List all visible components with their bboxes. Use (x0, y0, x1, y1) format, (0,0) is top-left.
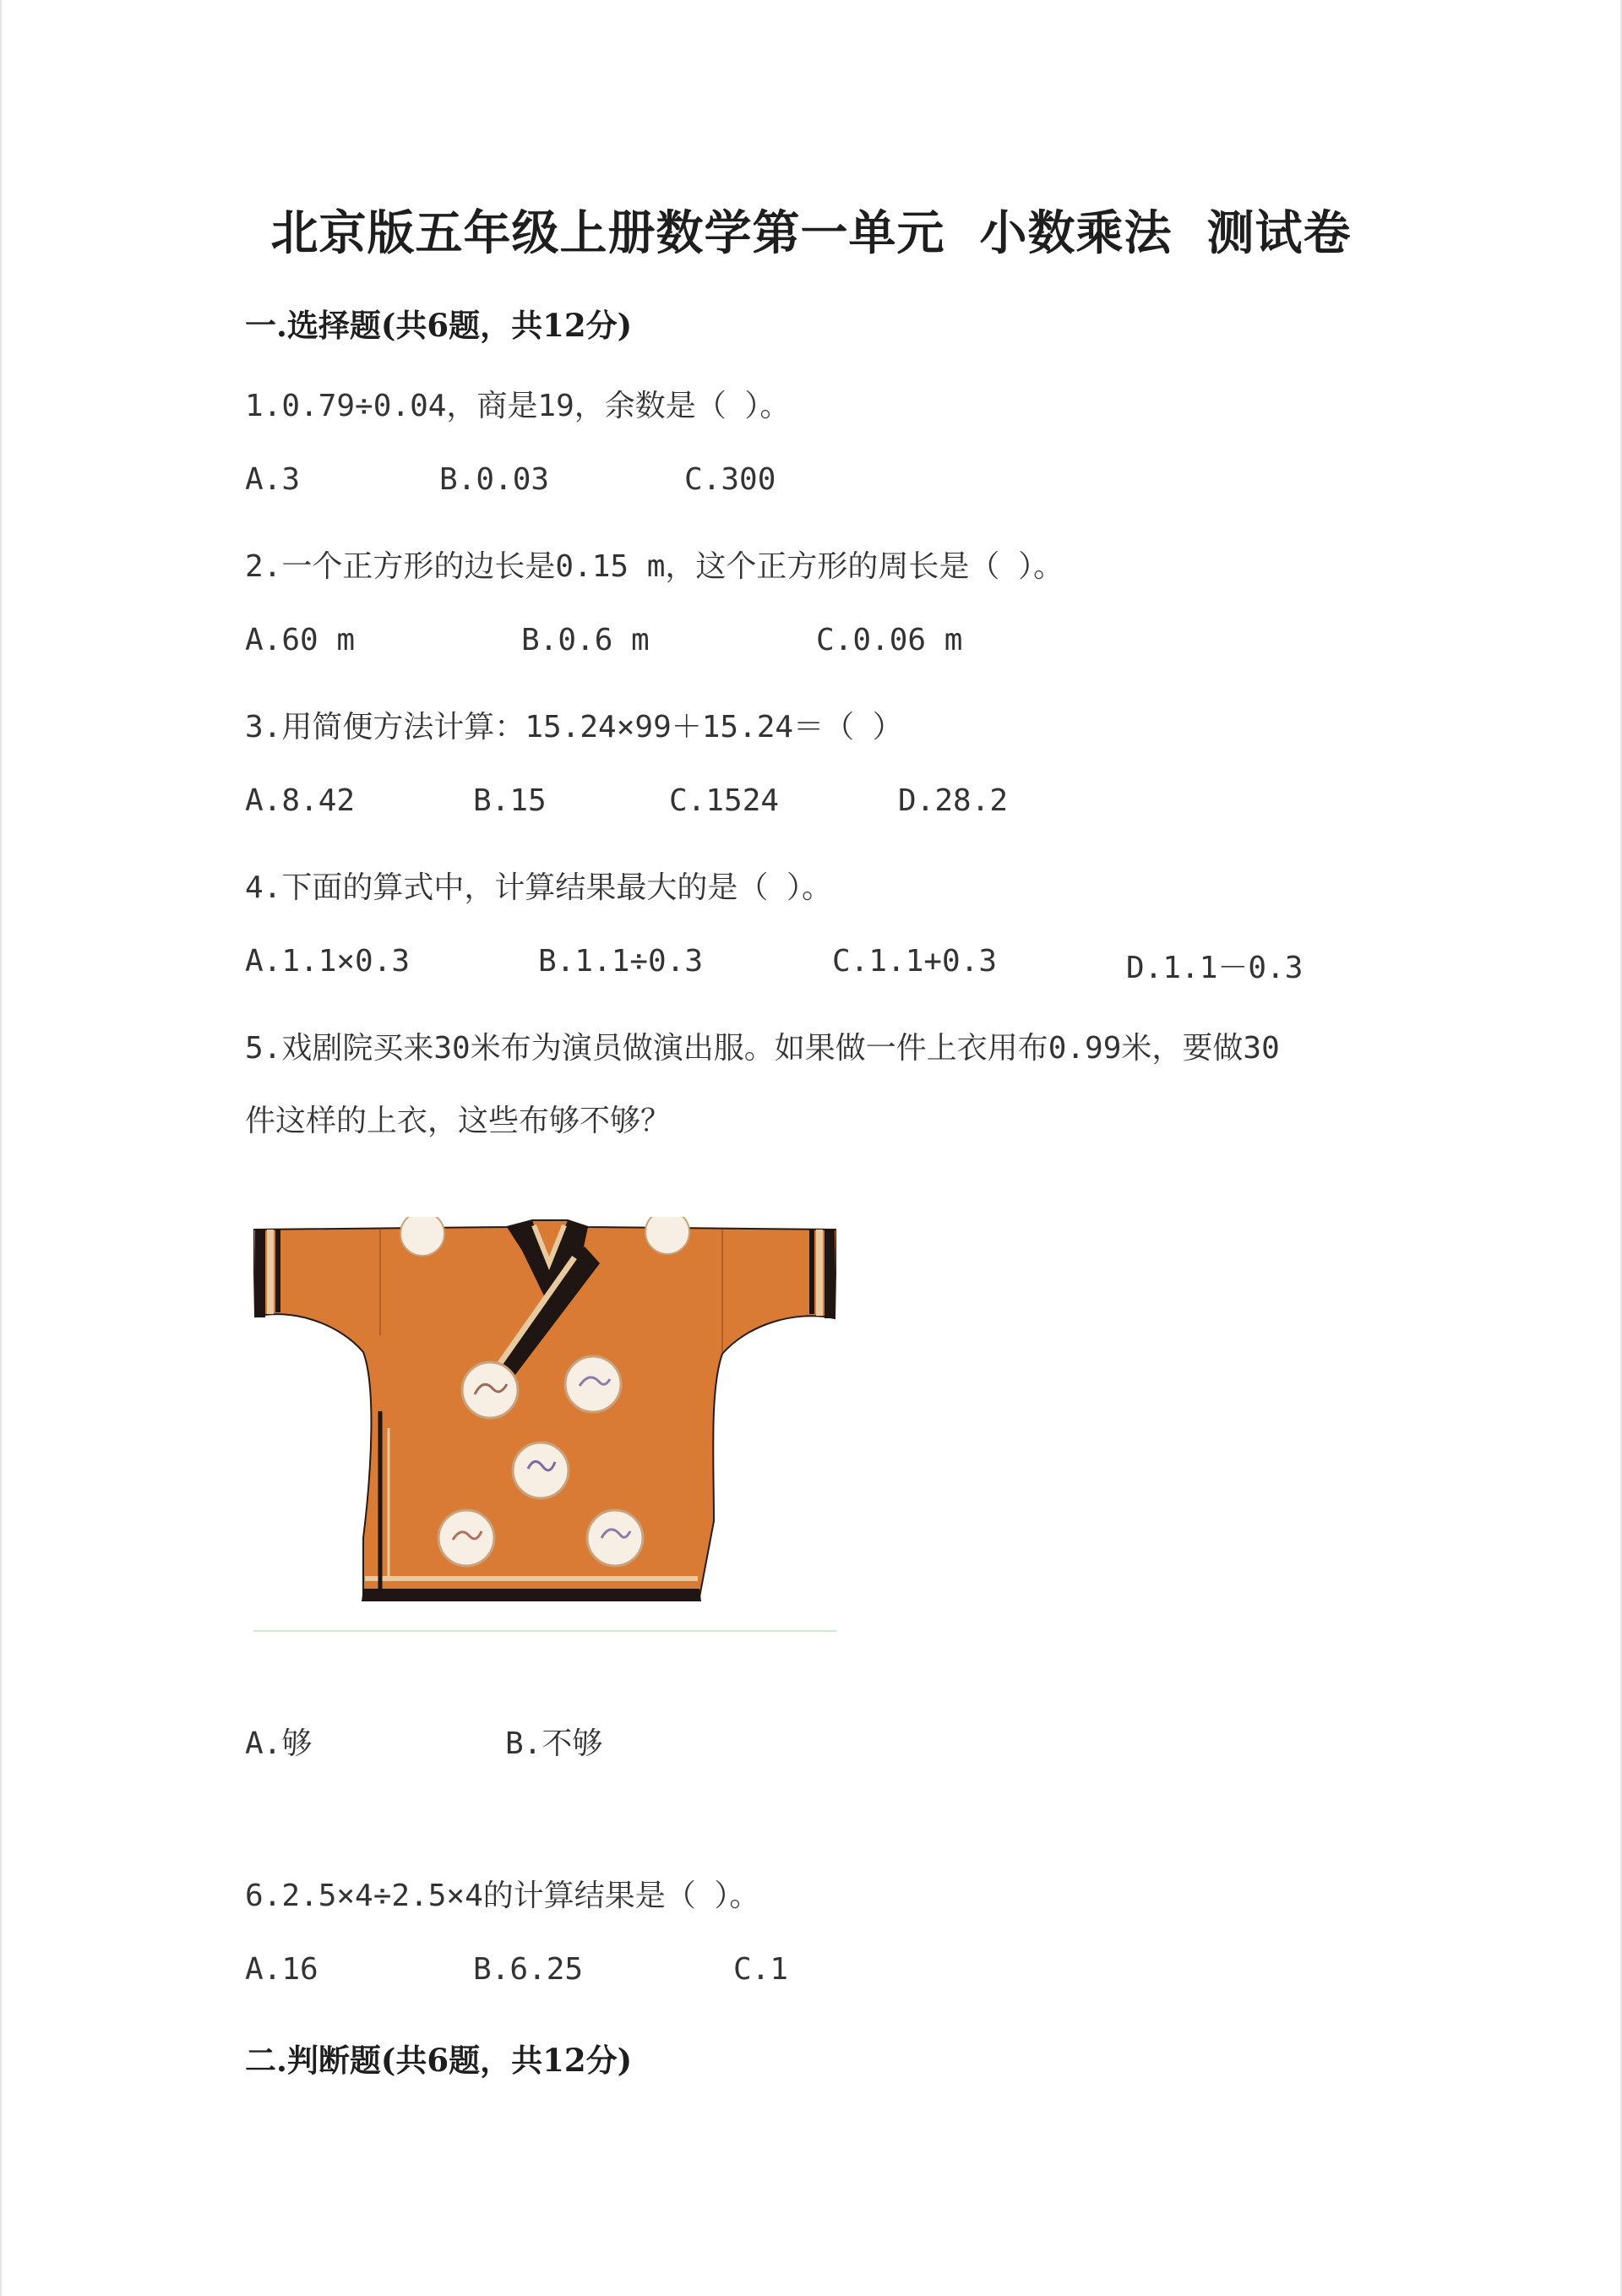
question-6: 6.2.5×4÷2.5×4的计算结果是（ ）。 (245, 1879, 760, 1913)
question-6-option-b: B.6.25 (473, 1952, 584, 1987)
question-3-option-a: A.8.42 (245, 783, 356, 818)
question-1: 1.0.79÷0.04，商是19，余数是（ ）。 (245, 389, 791, 423)
question-2: 2.一个正方形的边长是0.15 m，这个正方形的周长是（ ）。 (245, 549, 1064, 584)
question-5-line-2: 件这样的上衣，这些布够不够？ (245, 1104, 672, 1138)
question-1-option-a: A.3 (245, 462, 301, 497)
question-3-option-b: B.15 (473, 783, 547, 818)
section-heading-choice: 一.选择题(共6题，共12分) (245, 307, 633, 344)
section-heading-judgement: 二.判断题(共6题，共12分) (245, 2042, 633, 2079)
question-3-option-d: D.28.2 (898, 783, 1009, 818)
robe-illustration-icon (253, 1217, 836, 1639)
question-5-option-b: B.不够 (505, 1726, 603, 1761)
question-4-option-b: B.1.1÷0.3 (538, 944, 704, 979)
question-4-option-a: A.1.1×0.3 (245, 944, 411, 979)
question-5-line-1: 5.戏剧院买来30米布为演员做演出服。如果做一件上衣用布0.99米，要做30 (245, 1031, 1280, 1066)
question-2-option-b: B.0.6 m (521, 623, 650, 657)
page-title: 北京版五年级上册数学第一单元 小数乘法 测试卷 (270, 205, 1352, 261)
page-left-border (0, 0, 2, 2296)
question-2-option-a: A.60 m (245, 623, 356, 657)
question-5-option-a: A.够 (245, 1726, 313, 1761)
question-6-option-c: C.1 (733, 1952, 789, 1987)
question-4: 4.下面的算式中，计算结果最大的是（ ）。 (245, 870, 833, 905)
question-4-option-c: C.1.1+0.3 (832, 944, 998, 979)
question-3: 3.用简便方法计算：15.24×99＋15.24＝（ ） (245, 710, 903, 744)
question-1-option-b: B.0.03 (439, 462, 550, 497)
question-1-option-c: C.300 (684, 462, 776, 497)
question-4-option-d: D.1.1－0.3 (1126, 951, 1304, 985)
question-2-option-c: C.0.06 m (816, 623, 963, 657)
question-3-option-c: C.1524 (669, 783, 780, 818)
question-6-option-a: A.16 (245, 1952, 318, 1987)
